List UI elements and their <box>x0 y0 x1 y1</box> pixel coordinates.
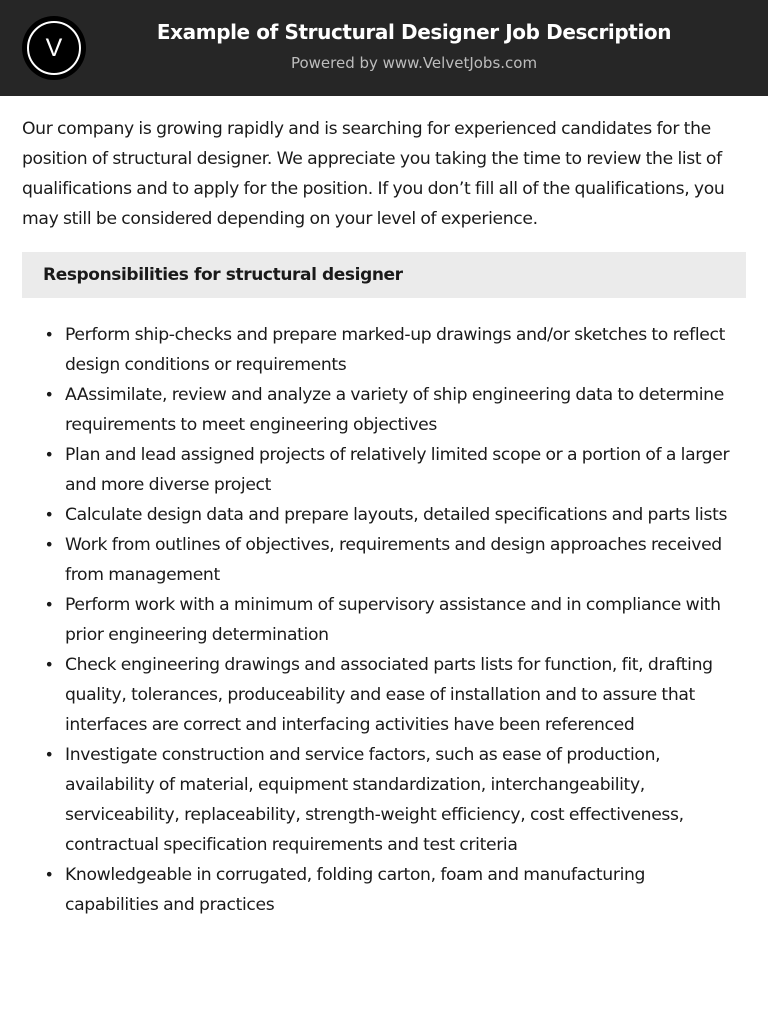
bullet-icon: • <box>44 325 54 344</box>
list-item <box>22 320 746 380</box>
bullet-icon: • <box>44 655 54 674</box>
page-header <box>0 0 768 96</box>
list-item-text: Work from outlines of objectives, requirements and design approaches received from management <box>65 535 722 585</box>
bullet-icon: • <box>44 745 54 764</box>
list-item <box>22 590 746 650</box>
list-item-text: Calculate design data and prepare layouts, detailed specifications and parts lists <box>65 505 728 525</box>
bullet-icon: • <box>44 385 54 404</box>
list-item-text: Knowledgeable in corrugated, folding carton, foam and manufacturing capabilities and practices <box>65 865 646 915</box>
powered-by-text: Powered by www.VelvetJobs.com <box>290 54 538 72</box>
list-item <box>22 650 746 740</box>
list-item-text: AAssimilate, review and analyze a variety of ship engineering data to determine requirements to meet engineering objectives <box>65 385 724 435</box>
bullet-icon: • <box>44 535 54 554</box>
list-item <box>22 440 746 500</box>
intro-paragraph: Our company is growing rapidly and is searching for experienced candidates for the position of structural designer. We appreciate you taking the time to review the list of qualifications and to apply for the position. If you don’t fill all of the qualifications, you may still be considered depending on your level of experience. <box>22 119 725 229</box>
bullet-icon: • <box>44 505 54 524</box>
logo-letter: V <box>27 21 81 75</box>
responsibilities-list <box>22 320 746 920</box>
page-title: Example of Structural Designer Job Description <box>156 20 672 44</box>
list-item <box>22 500 746 530</box>
list-item <box>22 740 746 860</box>
list-item <box>22 860 746 920</box>
list-item-text: Check engineering drawings and associated parts lists for function, fit, drafting quality, tolerances, produceability and ease of installation and to assure that interfaces are correct and interfacing activities have been referenced <box>65 655 713 735</box>
list-item <box>22 380 746 440</box>
list-item-text: Plan and lead assigned projects of relatively limited scope or a portion of a larger and more diverse project <box>65 445 730 495</box>
velvetjobs-logo[interactable] <box>22 16 86 80</box>
bullet-icon: • <box>44 445 54 464</box>
section-heading-responsibilities: Responsibilities for structural designer <box>22 252 746 298</box>
list-item-text: Perform ship-checks and prepare marked-up drawings and/or sketches to reflect design conditions or requirements <box>65 325 725 375</box>
main-content <box>0 96 768 920</box>
bullet-icon: • <box>44 595 54 614</box>
list-item-text: Investigate construction and service factors, such as ease of production, availability of material, equipment standardization, interchangeability, serviceability, replaceability, strength-weight efficiency, cost effectiveness, contractual specification requirements and test criteria <box>65 745 684 855</box>
bullet-icon: • <box>44 865 54 884</box>
list-item <box>22 530 746 590</box>
list-item-text: Perform work with a minimum of supervisory assistance and in compliance with prior engineering determination <box>65 595 721 645</box>
